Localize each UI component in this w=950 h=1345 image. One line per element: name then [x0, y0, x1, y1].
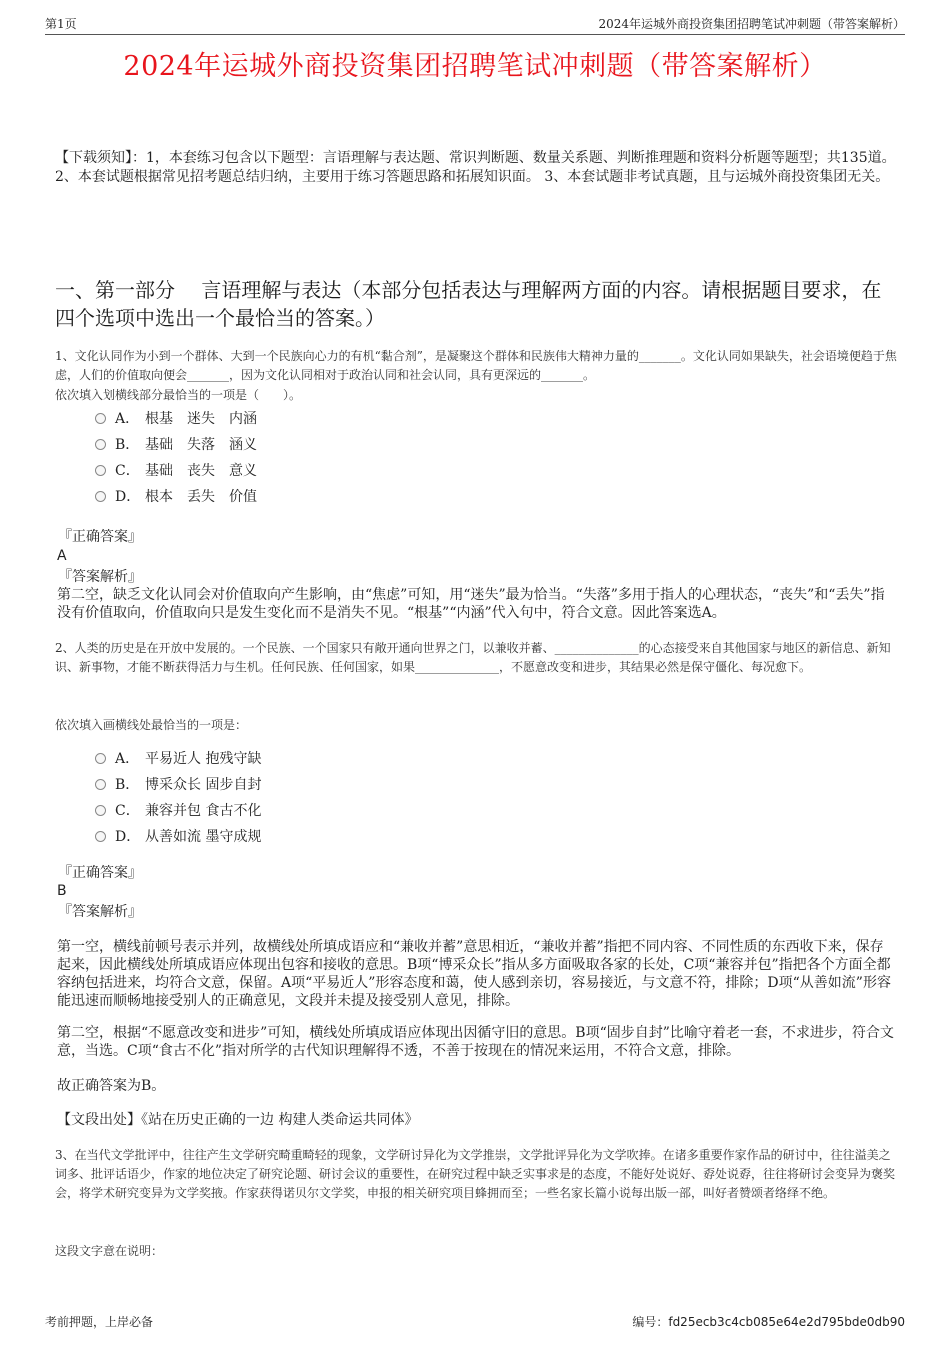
- option-text: 根本 丢失 价值: [145, 489, 257, 505]
- page-number-label: 第1页: [45, 17, 77, 31]
- footer-code-label: 编号：: [632, 1315, 669, 1329]
- footer-code: [632, 1313, 905, 1330]
- option-text: 博采众长 固步自封: [145, 777, 262, 793]
- analysis-label: 『答案解析』: [58, 904, 142, 920]
- question-2-stem: 2、人类的历史是在开放中发展的。一个民族、一个国家只有敞开通向世界之门，以兼收并蓄、______________的心态接受来自其他国家与地区的新信息、新知识、新事物，才能不断获得活力与生机。任何民族、任何国家，如果______________，不愿意改变和进步，其结果必然是保守僵化、每况愈下。: [55, 641, 891, 674]
- analysis-label: 『答案解析』: [58, 569, 142, 585]
- answer-value: B: [57, 883, 67, 899]
- option-text: 基础 失落 涵义: [145, 437, 257, 453]
- option-key: A．: [115, 751, 140, 767]
- option-d[interactable]: [95, 823, 595, 849]
- option-c[interactable]: [95, 457, 595, 483]
- radio-button[interactable]: [95, 753, 106, 764]
- answer-value: A: [57, 548, 67, 564]
- radio-button[interactable]: [95, 465, 106, 476]
- option-text: 基础 丧失 意义: [145, 463, 257, 479]
- option-key: B．: [115, 777, 140, 793]
- radio-button[interactable]: [95, 831, 106, 842]
- option-d[interactable]: [95, 483, 595, 509]
- question-1-prompt: 依次填入划横线部分最恰当的一项是（ ）。: [55, 388, 302, 402]
- radio-button[interactable]: [95, 779, 106, 790]
- radio-button[interactable]: [95, 805, 106, 816]
- document-title: 2024年运城外商投资集团招聘笔试冲刺题（带答案解析）: [123, 51, 827, 82]
- option-key: A．: [115, 411, 140, 427]
- question-2-prompt: 依次填入画横线处最恰当的一项是：: [55, 718, 248, 732]
- option-a[interactable]: [95, 405, 595, 431]
- option-b[interactable]: [95, 771, 595, 797]
- analysis-paragraph-2: 第二空，根据“不愿意改变和进步”可知，横线处所填成语应体现出因循守旧的意思。B项“固步自封”比喻守着老一套，不求进步，符合文意，当选。C项“食古不化”指对所学的古代知识理解得不透，不善于按现在的情况来运用，不符合文意，排除。: [57, 1025, 894, 1059]
- passage-source: 【文段出处】《站在历史正确的一边 构建人类命运共同体》: [57, 1112, 419, 1128]
- question-1-stem: 1、文化认同作为小到一个群体、大到一个民族向心力的有机“黏合剂”，是凝聚这个群体和民族伟大精神力量的_______。文化认同如果缺失，社会语境便趋于焦虑，人们的价值取向便会_______，因为文化认同相对于政治认同和社会认同，具有更深远的_______。: [55, 349, 897, 382]
- option-b[interactable]: [95, 431, 595, 457]
- radio-button[interactable]: [95, 491, 106, 502]
- analysis-paragraph-1: 第一空，横线前顿号表示并列，故横线处所填成语应和“兼收并蓄”意思相近，“兼收并蓄”指把不同内容、不同性质的东西收下来，保存起来，因此横线处所填成语应体现出包容和接收的意思。B项“博采众长”指从多方面吸取各家的长处，C项“兼容并包”指把各个方面全都容纳包括进来，均符合文意，保留。A项“平易近人”形容态度和蔼，使人感到亲切，容易接近，与文意不符，排除；D项“从善如流”形容能迅速而顺畅地接受别人的正确意见，文段并未提及接受别人意见，排除。: [57, 939, 891, 1009]
- question-2-options: [95, 745, 595, 849]
- download-notice: 【下载须知】：1，本套练习包含以下题型：言语理解与表达题、常识判断题、数量关系题、判断推理题和资料分析题等题型；共135道。 2、本套试题根据常见招考题总结归纳，主要用于练习答题思路和拓展知识面。 3、本套试题非考试真题，且与运城外商投资集团无关。: [55, 150, 896, 185]
- option-key: C．: [115, 463, 140, 479]
- option-key: C．: [115, 803, 140, 819]
- radio-button[interactable]: [95, 413, 106, 424]
- section-heading: 一、第一部分 言语理解与表达（本部分包括表达与理解两方面的内容。请根据题目要求，在四个选项中选出一个最恰当的答案。）: [55, 278, 882, 330]
- option-key: D．: [115, 829, 141, 845]
- footer-code-value: fd25ecb3c4cb085e64e2d795bde0db90: [668, 1315, 905, 1329]
- option-text: 根基 迷失 内涵: [145, 411, 257, 427]
- option-key: B．: [115, 437, 140, 453]
- question-3-prompt: 这段文字意在说明：: [55, 1244, 164, 1258]
- footer-slogan: 考前押题，上岸必备: [45, 1315, 154, 1329]
- analysis-text: 第二空，缺乏文化认同会对价值取向产生影响，由“焦虑”可知，用“迷失”最为恰当。“失落”多用于指人的心理状态，“丧失”和“丢失”指没有价值取向，价值取向只是发生变化而不是消失不见。“根基”“内涵”代入句中，符合文意。因此答案选A。: [57, 587, 885, 621]
- answer-label: 『正确答案』: [58, 865, 142, 881]
- option-text: 平易近人 抱残守缺: [145, 751, 262, 767]
- option-text: 从善如流 墨守成规: [145, 829, 262, 845]
- option-text: 兼容并包 食古不化: [145, 803, 262, 819]
- option-key: D．: [115, 489, 141, 505]
- answer-conclusion: 故正确答案为B。: [57, 1078, 166, 1094]
- answer-label: 『正确答案』: [58, 529, 142, 545]
- page-header: [45, 14, 905, 35]
- radio-button[interactable]: [95, 439, 106, 450]
- option-a[interactable]: [95, 745, 595, 771]
- question-1-options: [95, 405, 595, 509]
- option-c[interactable]: [95, 797, 595, 823]
- question-3-stem: 3、在当代文学批评中，往往产生文学研究畸重畸轻的现象，文学研讨异化为文学推崇，文学批评异化为文学吹捧。在诸多重要作家作品的研讨中，往往溢美之词多、批评话语少，作家的地位决定了研究论题、研讨会议的重要性，在研究过程中缺乏实事求是的态度，不能好处说好、孬处说孬，往往将研讨会变异为褒奖会，将学术研究变异为文学奖掖。作家获得诺贝尔文学奖，申报的相关研究项目蜂拥而至；一些名家长篇小说每出版一部，叫好者赞颂者络绎不绝。: [55, 1148, 896, 1200]
- header-doc-title: 2024年运城外商投资集团招聘笔试冲刺题（带答案解析）: [598, 17, 905, 31]
